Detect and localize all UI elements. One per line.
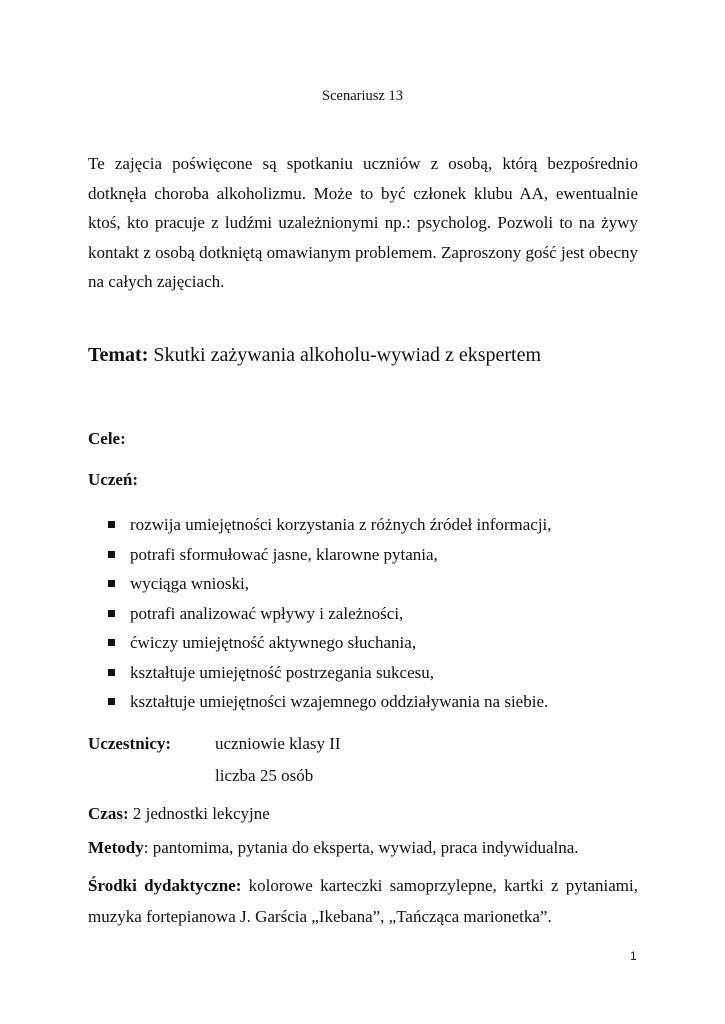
list-item-text: kształtuje umiejętności wzajemnego oddziaływania na siebie. [130, 692, 549, 711]
square-bullet-icon [108, 639, 115, 646]
list-item-text: ćwiczy umiejętność aktywnego słuchania, [130, 633, 417, 652]
list-item [108, 540, 552, 570]
list-item-text: potrafi analizować wpływy i zależności, [130, 603, 404, 623]
goals-heading: Cele: [88, 429, 126, 448]
list-item [108, 569, 552, 599]
square-bullet-icon [108, 580, 115, 587]
participants-class: uczniowie klasy II [215, 734, 341, 753]
goals-list [108, 510, 552, 717]
square-bullet-icon [108, 610, 115, 617]
square-bullet-icon [108, 698, 115, 705]
topic-label: Temat: [88, 344, 149, 366]
materials-label: Środki dydaktyczne: [88, 876, 242, 895]
materials-value: kolorowe karteczki samoprzylepne, kartki z pytaniami, muzyka fortepianowa J. Garścia „Ikebana”, „Tańcząca marionetka”. [88, 876, 638, 926]
materials-paragraph [88, 870, 638, 932]
list-item [108, 510, 552, 540]
list-item-text: wyciąga wnioski, [130, 574, 249, 593]
list-item [108, 628, 552, 658]
methods-label: Metody [88, 838, 144, 857]
methods-line [88, 838, 579, 858]
topic-value: Skutki zażywania alkoholu-wywiad z ekspertem [153, 344, 542, 366]
time-value: 2 jednostki lekcyjne [132, 804, 270, 823]
square-bullet-icon [108, 551, 115, 558]
square-bullet-icon [108, 521, 115, 528]
intro-paragraph: Te zajęcia poświęcone są spotkaniu uczniów z osobą, którą bezpośrednio dotknęła choroba alkoholizmu. Może to być członek klubu AA, ewentualnie ktoś, kto pracuje z ludźmi uzależnionymi np.: psycholog. Pozwoli to na żywy kontakt z osobą dotkniętą omawianym problemem. Zaproszony gość jest obecny na całych zajęciach. [88, 154, 638, 291]
goals-subheading: Uczeń: [88, 470, 139, 489]
page-number: 1 [630, 949, 637, 963]
time-line [88, 804, 270, 824]
topic-line [88, 344, 541, 367]
list-item [108, 687, 552, 717]
time-label: Czas: [88, 804, 129, 823]
list-item-text: kształtuje umiejętność postrzegania sukcesu, [130, 662, 435, 682]
list-item-text: rozwija umiejętności korzystania z różnych źródeł informacji, [130, 515, 552, 534]
participants-count: liczba 25 osób [215, 766, 314, 785]
list-item-text: potrafi sformułować jasne, klarowne pytania, [130, 544, 438, 564]
methods-value: : pantomima, pytania do eksperta, wywiad, praca indywidualna. [143, 838, 579, 857]
document-header: Scenariusz 13 [322, 88, 403, 104]
square-bullet-icon [108, 669, 115, 676]
list-item [108, 599, 552, 629]
list-item [108, 658, 552, 688]
participants-label: Uczestnicy: [88, 734, 172, 753]
